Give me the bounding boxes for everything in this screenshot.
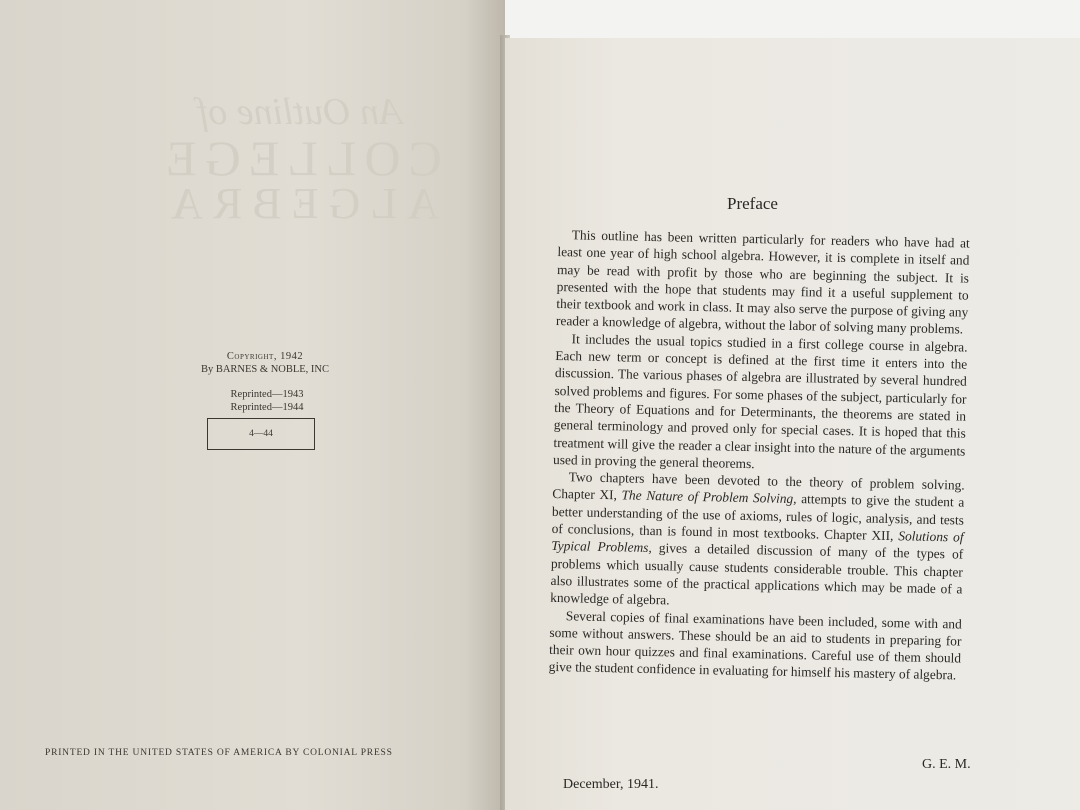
left-page bbox=[0, 0, 505, 810]
show-through-title: An Outline of COLLEGE ALGEBRA bbox=[158, 91, 442, 228]
paragraph bbox=[550, 468, 965, 615]
reprint-line: Reprinted—1943 bbox=[230, 389, 304, 400]
preface-date: December, 1941. bbox=[563, 777, 659, 792]
author-initials: G. E. M. bbox=[922, 757, 971, 772]
print-code-box: 4—44 bbox=[207, 418, 315, 450]
paragraph: It includes the usual topics studied in a first college course in algebra. Each new term or concept is defined at the first time it enters into the discussion. The various phases of algebra are illustrated by several hundred solved problems and figures. For some phases of the subject, particularly for the Theory of Equations and for Determinants, the theorems are stated in general terminology and proved only for special cases. It is hoped that this treatment will give the reader a clear insight into the nature of the arguments used in proving the general theorems. bbox=[552, 331, 968, 472]
copyright-block bbox=[180, 350, 350, 376]
text-span: attempts to give the student a better understanding of the use of axioms, rules of logic, analysis, and tests of conclusions, than is found in most textbooks. Chapter XII, bbox=[551, 491, 965, 544]
reprint-block bbox=[212, 388, 322, 414]
paragraph: Several copies of final examinations have been included, some with and some without answers. These should be an aid to students in preparing for their own hour quizzes and final examinations. Careful use of them should give the student confidence in evaluating for himself his mastery of algebra. bbox=[548, 607, 962, 683]
publisher-line: By BARNES & NOBLE, INC bbox=[200, 364, 330, 375]
reprint-line: Reprinted—1944 bbox=[230, 402, 304, 413]
printer-line: PRINTED IN THE UNITED STATES OF AMERICA BY COLONIAL PRESS bbox=[45, 748, 393, 758]
text-span: Two chapters have been devoted to the theory of problem solving. Chapter XI, bbox=[552, 469, 965, 503]
chapter-title: Solutions of Typical Problems, bbox=[551, 528, 964, 556]
chapter-title: The Nature of Problem Solving, bbox=[621, 487, 797, 507]
text-span: gives a detailed discussion of many of the types of problems which usually cause students considerable trouble. This chapter also illustrates some of the practical applications which may be made of a knowledge of algebra. bbox=[550, 540, 964, 608]
page-title: Preface bbox=[727, 194, 778, 213]
paragraph: This outline has been written particularly for readers who have had at least one year of high school algebra. However, it is complete in itself and may be read with profit by those who are beginning the subject. It is presented with the hope that students may find it a useful supplement to their textbook and work in class. It may also serve the purpose of giving any reader a knowledge of algebra, without the labor of solving many problems. bbox=[555, 227, 970, 337]
preface-body bbox=[549, 226, 970, 684]
copyright-line: Copyright, 1942 bbox=[226, 351, 304, 362]
